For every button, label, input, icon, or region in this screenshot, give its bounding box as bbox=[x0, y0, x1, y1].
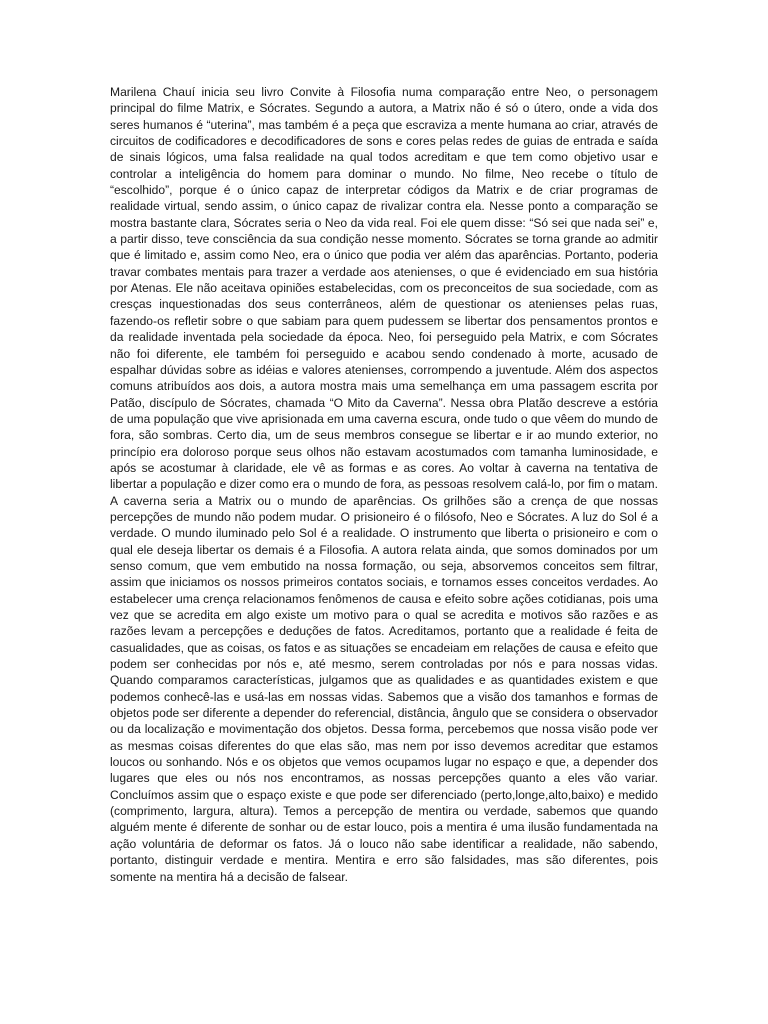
essay-paragraph: Marilena Chauí inicia seu livro Convite à Filosofia numa comparação entre Neo, o personagem principal do filme Matrix, e Sócrates. Segundo a autora, a Matrix não é só o útero, onde a vida dos seres humanos é “uterina”, mas também é a peça que escraviza a mente humana ao criar, através de circuitos de codificadores e decodificadores de sons e cores pelas redes de guias de entrada e saída de sinais lógicos, uma falsa realidade na qual todos acreditam e que tem como objetivo usar e controlar a inteligência do homem para dominar o mundo. No filme, Neo recebe o título de “escolhido”, porque é o único capaz de interpretar códigos da Matrix e de criar programas de realidade virtual, sendo assim, o único capaz de rivalizar contra ela. Nesse ponto a comparação se mostra bastante clara, Sócrates seria o Neo da vida real. Foi ele quem disse: “Só sei que nada sei” e, a partir disso, teve consciência da sua condição nesse momento. Sócrates se torna grande ao admitir que é limitado e, assim como Neo, era o único que podia ver além das aparências. Portanto, poderia travar combates mentais para trazer a verdade aos atenienses, o que é evidenciado em sua história por Atenas. Ele não aceitava opiniões estabelecidas, com os preconceitos de sua sociedade, com as cresças inquestionadas dos seus conterrâneos, além de questionar os atenienses pelas ruas, fazendo-os refletir sobre o que sabiam para quem pudessem se libertar dos pensamentos prontos e da realidade inventada pela sociedade da época. Neo, foi perseguido pela Matrix, e com Sócrates não foi diferente, ele também foi perseguido e acabou sendo condenado à morte, acusado de espalhar dúvidas sobre as idéias e valores atenienses, corrompendo a juventude. Além dos aspectos comuns atribuídos aos dois, a autora mostra mais uma semelhança em uma passagem escrita por Patão, discípulo de Sócrates, chamada “O Mito da Caverna”. Nessa obra Platão descreve a estória de uma população que vive aprisionada em uma caverna escura, onde tudo o que vêem do mundo de fora, são sombras. Certo dia, um de seus membros consegue se libertar e ir ao mundo exterior, no princípio era doloroso porque seus olhos não estavam acostumados com tamanha luminosidade, e após se acostumar à claridade, ele vê as formas e as cores. Ao voltar à caverna na tentativa de libertar a população e dizer como era o mundo de fora, as pessoas resolvem calá-lo, por fim o matam. A caverna seria a Matrix ou o mundo de aparências. Os grilhões são a crença de que nossas percepções de mundo não podem mudar. O prisioneiro é o filósofo, Neo e Sócrates. A luz do Sol é a verdade. O mundo iluminado pelo Sol é a realidade. O instrumento que liberta o prisioneiro e com o qual ele deseja libertar os demais é a Filosofia. A autora relata ainda, que somos dominados por um senso comum, que vem embutido na nossa formação, ou seja, absorvemos conceitos sem filtrar, assim que iniciamos os nossos primeiros contatos sociais, e tornamos esses conceitos verdades. Ao estabelecer uma crença relacionamos fenômenos de causa e efeito sobre ações cotidianas, pois uma vez que se acredita em algo existe um motivo para o qual se acredita e motivos são razões e as razões levam a percepções e deduções de fatos. Acreditamos, portanto que a realidade é feita de casualidades, que as coisas, os fatos e as situações se encadeiam em relações de causa e efeito que podem ser conhecidas por nós e, até mesmo, serem controladas por nós e para nossas vidas. Quando comparamos características, julgamos que as qualidades e as quantidades existem e que podemos conhecê-las e usá-las em nossas vidas. Sabemos que a visão dos tamanhos e formas de objetos pode ser diferente a depender do referencial, distância, ângulo que se considera o observador ou da localização e movimentação dos objetos. Dessa forma, percebemos que nossa visão pode ver as mesmas coisas diferentes do que elas são, mas nem por isso devemos acreditar que estamos loucos ou sonhando. Nós e os objetos que vemos ocupamos lugar no espaço e que, a depender dos lugares que eles ou nós nos encontramos, as nossas percepções quanto a eles vão variar. Concluímos assim que o espaço existe e que pode ser diferenciado (perto,longe,alto,baixo) e medido (comprimento, largura, altura). Temos a percepção de mentira ou verdade, sabemos que quando alguém mente é diferente de sonhar ou de estar louco, pois a mentira é uma ilusão fundamentada na ação voluntária de deformar os fatos. Já o louco não sabe identificar a realidade, não sabendo, portanto, distinguir verdade e mentira. Mentira e erro são falsidades, mas são diferentes, pois somente na mentira há a decisão de falsear. bbox=[110, 85, 658, 884]
